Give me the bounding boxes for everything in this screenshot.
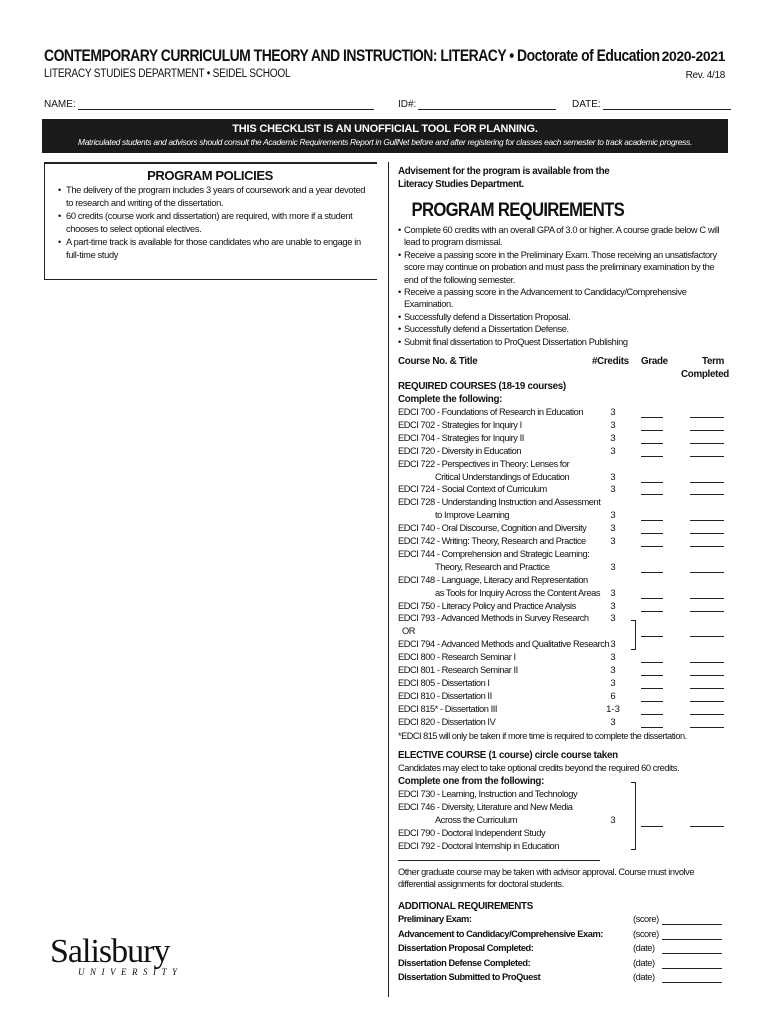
course-title: EDCI 742 - Writing: Theory, Research and Practice [398, 536, 586, 546]
planning-banner [42, 119, 728, 153]
course-credits: 3 [610, 523, 616, 535]
grade-line[interactable] [641, 533, 663, 534]
department-line: LITERACY STUDIES DEPARTMENT • SEIDEL SCHOOL [44, 68, 291, 80]
additional-input-line[interactable] [662, 968, 722, 969]
course-title: EDCI 702 - Strategies for Inquiry I [398, 419, 522, 430]
grade-line[interactable] [641, 494, 663, 495]
course-title: EDCI 700 - Foundations of Research in Education [398, 407, 584, 417]
elective-heading: ELECTIVE COURSE (1 course) circle course taken [398, 750, 618, 761]
additional-label: Dissertation Defense Completed: [398, 957, 531, 968]
course-credits: 3 [610, 419, 616, 431]
advisement-note: Advisement for the program is available from the Literacy Studies Department. [398, 166, 610, 190]
requirement-item: • Submit final dissertation to ProQuest Dissertation Publishing [398, 336, 728, 348]
course-title: EDCI 724 - Social Context of Curriculum [398, 484, 547, 495]
term-line[interactable] [690, 417, 724, 418]
banner-note: Matriculated students and advisors should consult the Academic Requirements Report in GullNet before and after registering for classes each semester to track academic progress. [78, 137, 692, 147]
elective-course-title[interactable]: EDCI 790 - Doctoral Independent Study [398, 827, 546, 838]
elective-course-title[interactable]: Across the Curriculum [435, 814, 517, 825]
elective-bracket [631, 782, 636, 850]
grade-line[interactable] [641, 482, 663, 483]
id-label: ID#: [398, 99, 417, 110]
additional-input-line[interactable] [662, 953, 722, 954]
grade-line[interactable] [641, 417, 663, 418]
course-title: to Improve Learning [435, 510, 510, 521]
term-line[interactable] [690, 714, 724, 715]
requirements-title: PROGRAM REQUIREMENTS [411, 200, 625, 221]
policies-list [58, 184, 368, 262]
requirement-item: • Successfully defend a Dissertation Proposal. [398, 311, 728, 323]
course-title: EDCI 728 - Understanding Instruction and Assessment [398, 497, 601, 508]
course-credits: 1-3 [606, 703, 620, 715]
course-credits: 3 [610, 716, 616, 728]
term-line[interactable] [690, 611, 724, 612]
course-credits: 3 [610, 484, 616, 496]
requirement-item: • Receive a passing score in the Advancement to Candidacy/Comprehensive Examination. [398, 286, 728, 311]
course-title: EDCI 805 - Dissertation I [398, 677, 490, 688]
course-credits: 3 [610, 639, 616, 651]
term-line[interactable] [690, 533, 724, 534]
term-line[interactable] [690, 598, 724, 599]
logo-subtitle: UNIVERSITY [78, 967, 183, 977]
banner-title: THIS CHECKLIST IS AN UNOFFICIAL TOOL FOR PLANNING. [232, 123, 538, 135]
id-input-line[interactable] [418, 99, 556, 110]
required-heading: REQUIRED COURSES (18-19 courses) [398, 381, 566, 392]
policy-item: • A part-time track is available for those candidates who are unable to engage in full-time study [58, 236, 368, 262]
logo-wordmark: Salisbury [50, 933, 170, 970]
grade-line[interactable] [641, 701, 663, 702]
course-credits: 3 [610, 510, 616, 522]
course-title: EDCI 794 - Advanced Methods and Qualitative Research [398, 639, 610, 650]
date-field[interactable] [572, 99, 731, 110]
term-line[interactable] [690, 546, 724, 547]
course-credits: 6 [610, 690, 616, 702]
course-title: EDCI 740 - Oral Discourse, Cognition and Diversity [398, 523, 587, 534]
salisbury-logo [50, 935, 183, 977]
course-credits: 3 [610, 536, 616, 547]
elective-course-title[interactable]: EDCI 792 - Doctoral Internship in Education [398, 840, 559, 851]
additional-heading: ADDITIONAL REQUIREMENTS [398, 901, 533, 912]
grade-line[interactable] [641, 611, 663, 612]
id-field[interactable] [398, 99, 556, 110]
additional-unit: (date) [633, 972, 655, 982]
term-line[interactable] [690, 494, 724, 495]
course-title: Theory, Research and Practice [435, 561, 550, 572]
other-course-line[interactable] [398, 860, 600, 861]
course-credits: 3 [610, 561, 616, 573]
name-label: NAME: [44, 99, 76, 110]
document-title: CONTEMPORARY CURRICULUM THEORY AND INSTRUCTION: LITERACY • Doctorate of Education [44, 46, 660, 65]
grade-line[interactable] [641, 546, 663, 547]
term-line[interactable] [690, 727, 724, 728]
name-field[interactable] [44, 99, 374, 110]
additional-unit: (score) [633, 928, 659, 939]
additional-input-line[interactable] [662, 982, 722, 983]
elective-note: Candidates may elect to take optional credits beyond the required 60 credits. [398, 763, 680, 773]
term-line[interactable] [690, 520, 724, 521]
col-grade: Grade [641, 356, 668, 367]
course-credits: 3 [610, 600, 616, 612]
term-line[interactable] [690, 443, 724, 444]
term-line[interactable] [690, 636, 724, 637]
requirement-item: • Complete 60 credits with an overall GPA of 3.0 or higher. A course grade below C will lead to program dismissal. [398, 224, 728, 249]
course-title: Critical Understandings of Education [435, 471, 570, 482]
requirements-list [398, 224, 728, 348]
grade-line[interactable] [641, 443, 663, 444]
course-credits: 3 [610, 471, 616, 483]
course-title: EDCI 722 - Perspectives in Theory: Lenses for [398, 458, 570, 469]
col-course: Course No. & Title [398, 356, 478, 367]
course-title: EDCI 793 - Advanced Methods in Survey Research [398, 613, 589, 624]
term-line[interactable] [690, 430, 724, 431]
elective-course-title[interactable]: EDCI 730 - Learning, Instruction and Technology [398, 789, 578, 799]
course-title: EDCI 750 - Literacy Policy and Practice Analysis [398, 600, 576, 611]
course-title: EDCI 800 - Research Seminar I [398, 652, 516, 663]
course-title: EDCI 810 - Dissertation II [398, 690, 492, 701]
course-credits: 3 [610, 652, 616, 664]
course-title: OR [402, 626, 416, 637]
course-credits: 3 [610, 432, 616, 444]
additional-label: Dissertation Submitted to ProQuest [398, 972, 541, 982]
term-line[interactable] [690, 572, 724, 573]
course-title: EDCI 748 - Language, Literacy and Representation [398, 574, 588, 585]
grade-line[interactable] [641, 572, 663, 573]
course-title: EDCI 704 - Strategies for Inquiry II [398, 432, 524, 443]
grade-line[interactable] [641, 456, 663, 457]
additional-label: Preliminary Exam: [398, 914, 472, 924]
additional-unit: (score) [633, 914, 659, 924]
elective-course-title[interactable]: EDCI 746 - Diversity, Literature and New Media [398, 801, 573, 812]
course-title: as Tools for Inquiry Across the Content Areas [435, 587, 601, 598]
course-credits: 3 [610, 613, 616, 625]
course-title: EDCI 801 - Research Seminar II [398, 665, 518, 675]
additional-unit: (date) [633, 943, 655, 953]
term-line[interactable] [690, 688, 724, 689]
date-label: DATE: [572, 99, 601, 110]
grade-line[interactable] [641, 520, 663, 521]
revision-date: Rev. 4/18 [685, 70, 725, 81]
grade-line[interactable] [641, 675, 663, 676]
grade-line[interactable] [641, 430, 663, 431]
grade-line[interactable] [641, 688, 663, 689]
grade-line[interactable] [641, 636, 663, 637]
additional-label: Dissertation Proposal Completed: [398, 943, 534, 953]
course-title: EDCI 815* - Dissertation III [398, 703, 498, 714]
term-line[interactable] [690, 675, 724, 676]
elective-grade-line[interactable] [641, 826, 663, 827]
course-credits: 3 [610, 407, 616, 418]
additional-unit: (date) [633, 957, 655, 968]
course-credits: 3 [610, 587, 616, 599]
elective-term-line[interactable] [690, 826, 724, 827]
elective-sub: Complete one from the following: [398, 776, 545, 787]
course-title: EDCI 720 - Diversity in Education [398, 445, 522, 456]
col-credits: #Credits [592, 356, 629, 367]
additional-input-line[interactable] [662, 924, 722, 925]
date-input-line[interactable] [603, 99, 731, 110]
term-line[interactable] [690, 701, 724, 702]
grade-line[interactable] [641, 714, 663, 715]
column-divider [388, 162, 389, 997]
name-input-line[interactable] [78, 99, 374, 110]
required-sub: Complete the following: [398, 394, 503, 405]
term-line[interactable] [690, 482, 724, 483]
other-course-note: Other graduate course may be taken with advisor approval. Course must involve differential assignments for doctoral students. [398, 867, 695, 890]
col-completed: Completed [681, 369, 729, 380]
required-footnote: *EDCI 815 will only be taken if more time is required to complete the dissertation. [398, 731, 687, 741]
policy-item: • 60 credits (course work and dissertation) are required, with more if a student chooses to select optional electives. [58, 210, 368, 236]
col-term: Term [702, 356, 725, 367]
requirement-item: • Receive a passing score in the Preliminary Exam. Those receiving an unsatisfactory score may continue on probation and must pass the preliminary examination by the end of the following semester. [398, 249, 728, 286]
course-credits: 3 [610, 677, 616, 689]
course-credits: 3 [610, 445, 616, 457]
grade-line[interactable] [641, 662, 663, 663]
course-title: EDCI 820 - Dissertation IV [398, 716, 496, 727]
course-title: EDCI 744 - Comprehension and Strategic Learning: [398, 548, 590, 559]
term-line[interactable] [690, 456, 724, 457]
grade-line[interactable] [641, 727, 663, 728]
course-credits: 3 [610, 665, 616, 676]
additional-input-line[interactable] [662, 939, 722, 940]
elective-credits: 3 [610, 815, 616, 826]
grade-line[interactable] [641, 598, 663, 599]
additional-label: Advancement to Candidacy/Comprehensive Exam: [398, 928, 603, 939]
or-bracket [631, 620, 636, 650]
policy-item: • The delivery of the program includes 3 years of coursework and a year devoted to research and writing of the dissertation. [58, 184, 368, 210]
academic-year: 2020-2021 [661, 48, 725, 64]
policies-title: PROGRAM POLICIES [147, 168, 273, 183]
requirement-item: • Successfully defend a Dissertation Defense. [398, 323, 728, 335]
term-line[interactable] [690, 662, 724, 663]
